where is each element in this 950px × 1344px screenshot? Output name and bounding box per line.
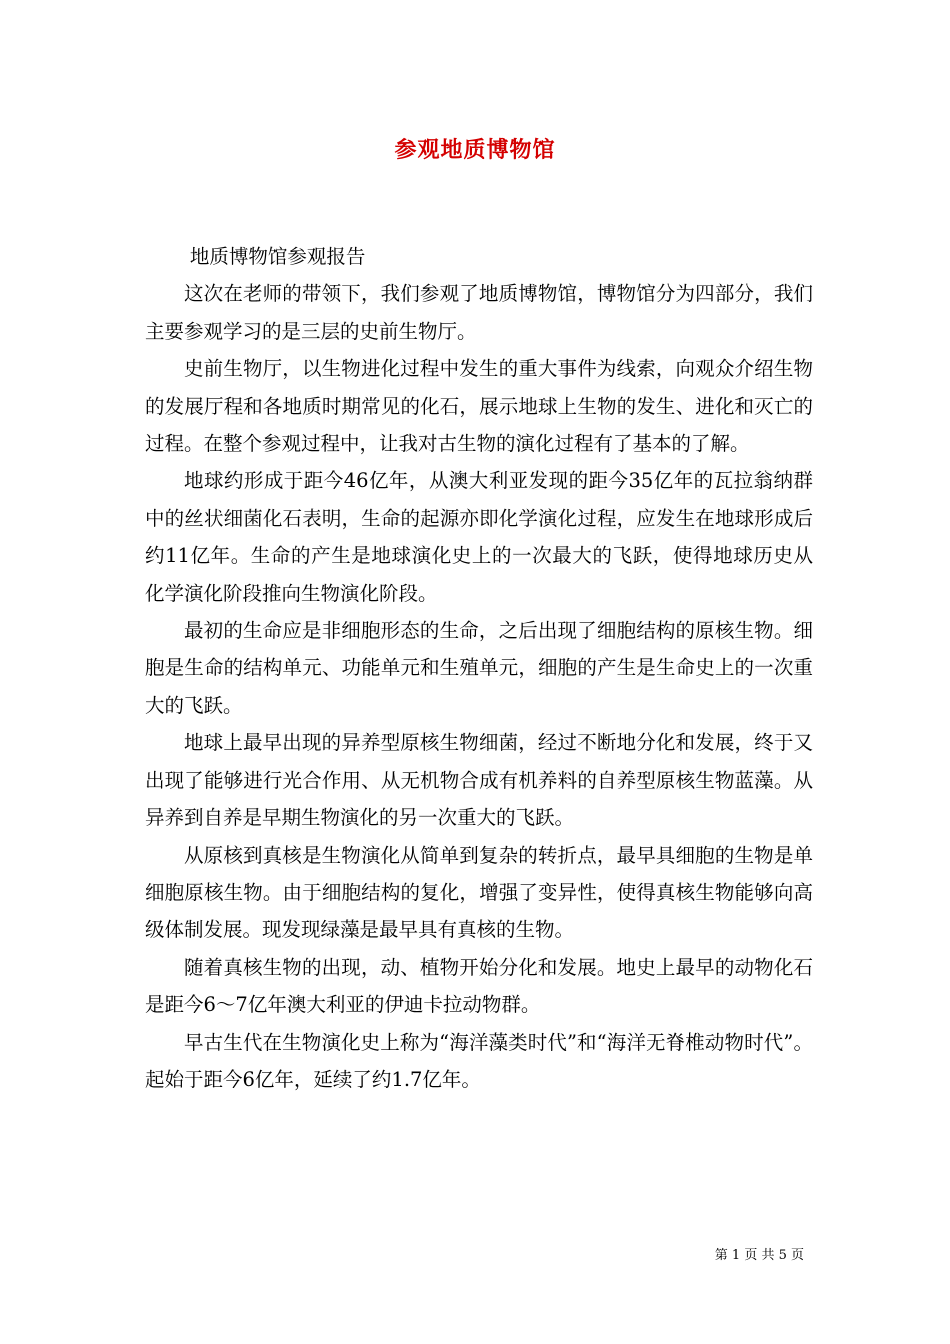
body-paragraph: 早古生代在生物演化史上称为“海洋藻类时代”和“海洋无脊椎动物时代”。起始于距今6亿年，延续了约1.7亿年。 — [145, 1030, 813, 1091]
body-paragraph: 史前生物厅，以生物进化过程中发生的重大事件为线索，向观众介绍生物的发展厅程和各地质时期常见的化石，展示地球上生物的发生、进化和灭亡的过程。在整个参观过程中，让我对古生物的演化过程有了基本的了解。 — [145, 357, 813, 456]
document-title: 参观地质博物馆 — [394, 137, 556, 163]
body-paragraph: 地球上最早出现的异养型原核生物细菌，经过不断地分化和发展，终于又出现了能够进行光合作用、从无机物合成有机养料的自养型原核生物蓝藻。从异养到自养是早期生物演化的另一次重大的飞跃。 — [145, 731, 813, 830]
body-paragraph: 这次在老师的带领下，我们参观了地质博物馆，博物馆分为四部分，我们主要参观学习的是三层的史前生物厅。 — [145, 282, 813, 343]
body-paragraph: 随着真核生物的出现，动、植物开始分化和发展。地史上最早的动物化石是距今6～7亿年澳大利亚的伊迪卡拉动物群。 — [145, 955, 813, 1017]
body-paragraph: 从原核到真核是生物演化从简单到复杂的转折点，最早具细胞的生物是单细胞原核生物。由于细胞结构的复化，增强了变异性，使得真核生物能够向高级体制发展。现发现绿藻是最早具有真核的生物。 — [145, 843, 813, 942]
body-paragraph: 地球约形成于距今46亿年，从澳大利亚发现的距今35亿年的瓦拉翁纳群中的丝状细菌化石表明，生命的起源亦即化学演化过程，应发生在地球形成后约11亿年。生命的产生是地球演化史上的一次最大的飞跃，使得地球历史从化学演化阶段推向生物演化阶段。 — [145, 469, 813, 605]
document-subtitle: 地质博物馆参观报告 — [189, 245, 366, 268]
body-paragraph: 最初的生命应是非细胞形态的生命，之后出现了细胞结构的原核生物。细胞是生命的结构单元、功能单元和生殖单元，细胞的产生是生命史上的一次重大的飞跃。 — [145, 619, 813, 717]
page-number: 第 1 页 共 5 页 — [714, 1248, 804, 1263]
document-body — [145, 238, 813, 1098]
